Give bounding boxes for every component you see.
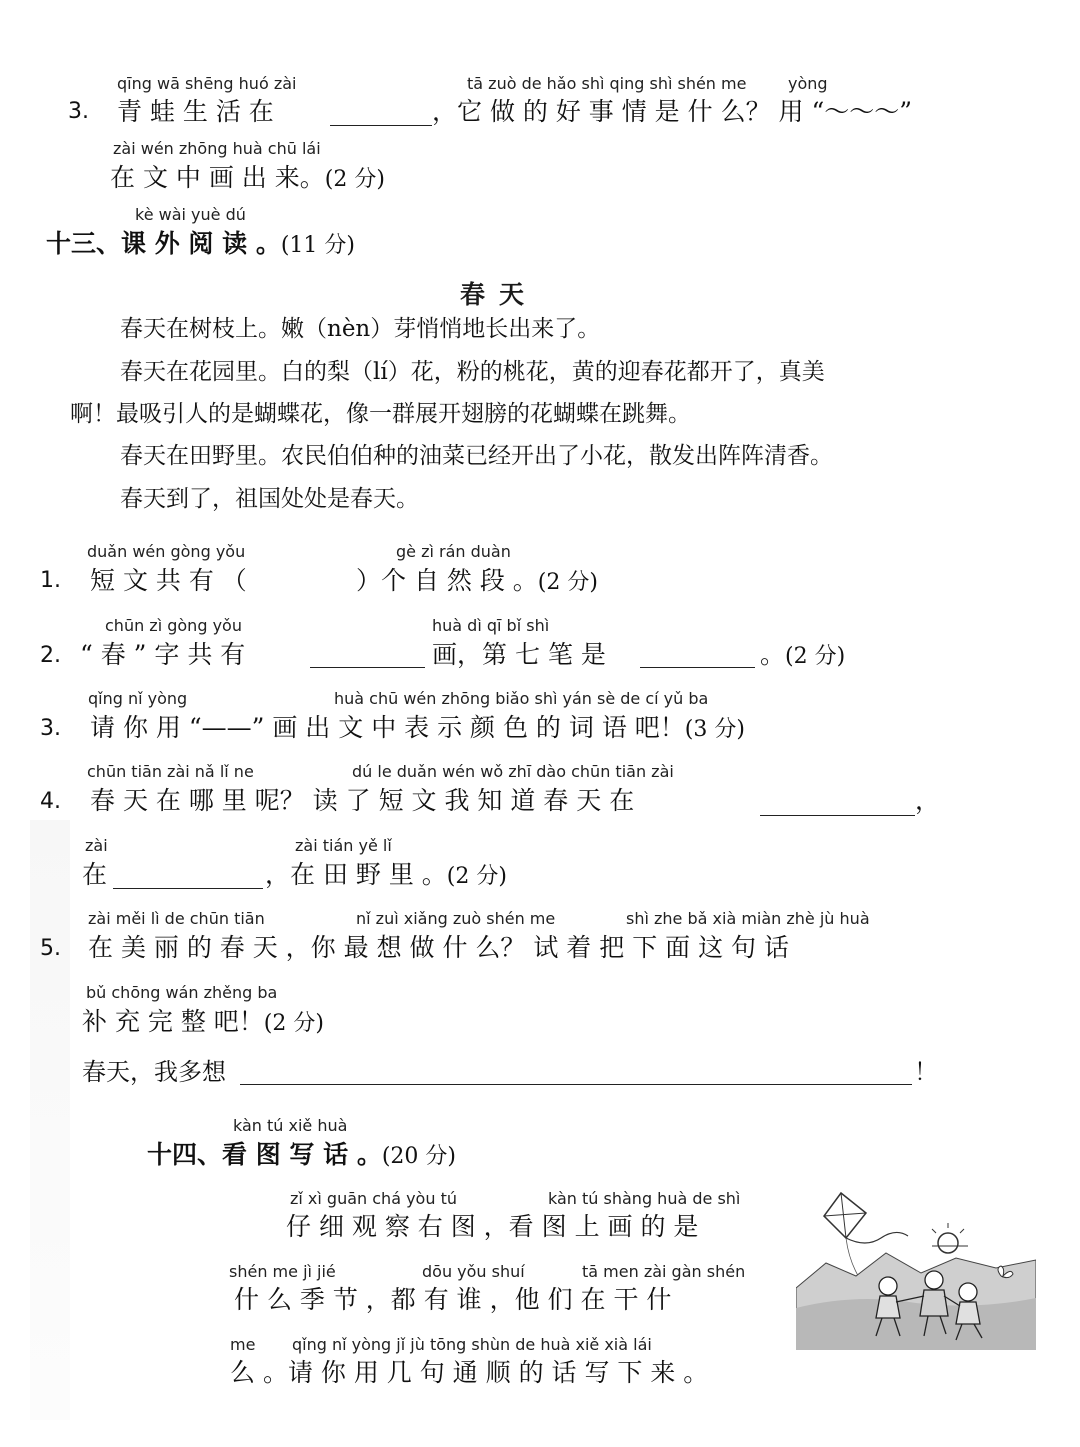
pinyin: duǎn wén gòng yǒu — [87, 542, 246, 561]
pinyin: kàn tú xiě huà — [233, 1116, 348, 1135]
watermark — [30, 820, 70, 1420]
pinyin: dú le duǎn wén wǒ zhī dào chūn tiān zài — [352, 762, 674, 781]
question-text: 请 你 用 “——” 画 出 文 中 表 示 颜 色 的 词 语 吧！(3 分) — [90, 713, 745, 742]
children-flying-kite-illustration — [796, 1188, 1036, 1350]
answer-prefix: 春天，我多想 — [82, 1058, 226, 1086]
question-text: 春 天 在 哪 里 呢？ 读 了 短 文 我 知 道 春 天 在 — [90, 786, 635, 815]
question-text: 青 蛙 生 活 在 — [117, 97, 274, 126]
question-text: 。(2 分) — [760, 640, 846, 669]
pinyin: zài — [85, 836, 108, 855]
prompt-text: 仔 细 观 察 右 图 ，看 图 上 画 的 是 — [286, 1212, 699, 1241]
question-text: 在 美 丽 的 春 天 ，你 最 想 做 什 么？ 试 着 把 下 面 这 句 话 — [88, 933, 789, 962]
answer-blank[interactable] — [640, 667, 755, 668]
question-number: 2. — [40, 643, 61, 668]
question-text: “ 春 ” 字 共 有 — [80, 640, 246, 669]
pinyin: zài wén zhōng huà chū lái — [113, 139, 321, 158]
question-number: 5. — [40, 936, 61, 961]
answer-blank[interactable] — [113, 888, 263, 889]
answer-blank[interactable] — [760, 815, 915, 816]
pinyin: zài tián yě lǐ — [295, 836, 392, 855]
pinyin: gè zì rán duàn — [396, 542, 511, 561]
pinyin: huà dì qī bǐ shì — [432, 616, 550, 635]
question-number: 1. — [40, 568, 61, 593]
passage-paragraph: 春天到了，祖国处处是春天。 — [120, 486, 419, 512]
question-text: 画，第 七 笔 是 — [432, 640, 606, 669]
pinyin: qǐng nǐ yòng — [88, 689, 188, 708]
pinyin: bǔ chōng wán zhěng ba — [86, 983, 278, 1002]
pinyin: chūn zì gòng yǒu — [105, 616, 242, 635]
section-heading: 十四、看 图 写 话 。(20 分) — [147, 1140, 456, 1169]
section-heading: 十三、课 外 阅 读 。(11 分) — [46, 229, 355, 258]
question-number: 3. — [40, 716, 61, 741]
question-text: ，在 田 野 里 。(2 分) — [265, 860, 507, 889]
pinyin: dōu yǒu shuí — [422, 1262, 525, 1281]
pinyin: qǐng nǐ yòng jǐ jù tōng shùn de huà xiě xià lái — [292, 1335, 652, 1354]
pinyin: me — [230, 1335, 256, 1354]
question-text: ， — [915, 786, 941, 815]
pinyin: huà chū wén zhōng biǎo shì yán sè de cí yǔ ba — [334, 689, 709, 708]
pinyin: shén me jì jié — [229, 1262, 336, 1281]
question-number: 3. — [68, 99, 89, 124]
pinyin: yòng — [788, 74, 828, 93]
pinyin: kàn tú shàng huà de shì — [548, 1189, 741, 1208]
pinyin: tā zuò de hǎo shì qing shì shén me — [467, 74, 747, 93]
answer-blank[interactable] — [240, 1084, 912, 1085]
question-text: ，它 做 的 好 事 情 是 什 么？ 用 “～～～” — [432, 97, 913, 126]
prompt-text: 什 么 季 节 ，都 有 谁 ，他 们 在 干 什 — [234, 1285, 672, 1314]
passage-title: 春天 — [460, 280, 539, 309]
passage-paragraph: 啊！最吸引人的是蝴蝶花，像一群展开翅膀的花蝴蝶在跳舞。 — [70, 401, 691, 427]
answer-suffix: ！ — [914, 1058, 938, 1086]
pinyin: zài měi lì de chūn tiān — [88, 909, 265, 928]
pinyin: nǐ zuì xiǎng zuò shén me — [356, 909, 556, 928]
pinyin: kè wài yuè dú — [135, 205, 246, 224]
question-text: ）个 自 然 段 。(2 分) — [356, 566, 598, 595]
question-text: 补 充 完 整 吧！(2 分) — [82, 1007, 324, 1036]
question-text: 在 文 中 画 出 来。(2 分) — [110, 163, 385, 192]
pinyin: shì zhe bǎ xià miàn zhè jù huà — [626, 909, 870, 928]
question-text: 短 文 共 有 （ — [90, 566, 247, 595]
pinyin: qīng wā shēng huó zài — [117, 74, 297, 93]
question-number: 4. — [40, 789, 61, 814]
pinyin: zǐ xì guān chá yòu tú — [290, 1189, 457, 1208]
pinyin: chūn tiān zài nǎ lǐ ne — [87, 762, 254, 781]
prompt-text: 么 。请 你 用 几 句 通 顺 的 话 写 下 来 。 — [230, 1358, 709, 1387]
answer-blank[interactable] — [330, 125, 432, 126]
passage-paragraph: 春天在树枝上。嫩（nèn）芽悄悄地长出来了。 — [120, 316, 601, 342]
passage-paragraph: 春天在田野里。农民伯伯种的油菜已经开出了小花，散发出阵阵清香。 — [120, 443, 833, 469]
answer-blank[interactable] — [310, 667, 425, 668]
pinyin: tā men zài gàn shén — [582, 1262, 746, 1281]
passage-paragraph: 春天在花园里。白的梨（lí）花，粉的桃花，黄的迎春花都开了，真美 — [120, 359, 825, 385]
question-text: 在 — [82, 860, 108, 889]
